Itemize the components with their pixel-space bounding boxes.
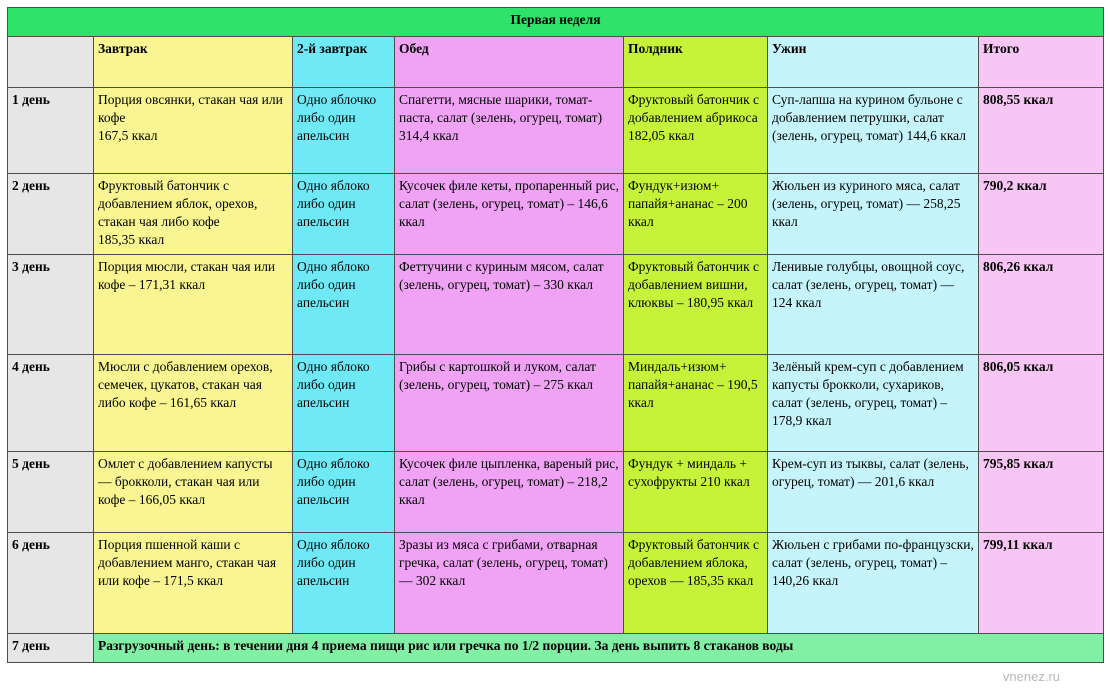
- header-empty: [8, 37, 94, 88]
- header-total: Итого: [979, 37, 1104, 88]
- day-label: 4 день: [8, 355, 94, 452]
- table-row: [8, 255, 1104, 355]
- breakfast-text: Фруктовый батончик с добавлением яблок, орехов, стакан чая либо кофе: [98, 178, 258, 229]
- diet-table: [7, 7, 1104, 663]
- breakfast-cell: Порция мюсли, стакан чая или кофе – 171,31 ккал: [94, 255, 293, 355]
- breakfast-cell: Омлет с добавлением капусты — брокколи, стакан чая или кофе – 166,05 ккал: [94, 452, 293, 533]
- dinner-cell: Жюльен из куриного мяса, салат (зелень, огурец, томат) — 258,25 ккал: [768, 174, 979, 255]
- table-row: [8, 634, 1104, 663]
- lunch-kcal: 314,4 ккал: [399, 128, 459, 143]
- snack-cell: Фундук+изюм+ папайя+ананас – 200 ккал: [624, 174, 768, 255]
- second-breakfast-cell: Одно яблоко либо один апельсин: [293, 533, 395, 634]
- lunch-cell: Кусочек филе кеты, пропаренный рис, салат (зелень, огурец, томат) – 146,6 ккал: [395, 174, 624, 255]
- second-breakfast-cell: Одно яблоко либо один апельсин: [293, 174, 395, 255]
- second-breakfast-cell: Одно яблоко либо один апельсин: [293, 355, 395, 452]
- dinner-cell: Ленивые голубцы, овощной соус, салат (зелень, огурец, томат) — 124 ккал: [768, 255, 979, 355]
- day-label: 2 день: [8, 174, 94, 255]
- second-breakfast-cell: Одно яблоко либо один апельсин: [293, 452, 395, 533]
- table-title: Первая неделя: [8, 8, 1104, 37]
- breakfast-cell: [94, 88, 293, 174]
- day-label: 7 день: [8, 634, 94, 663]
- total-cell: 806,26 ккал: [979, 255, 1104, 355]
- lunch-text: Спагетти, мясные шарики, томат-паста, салат (зелень, огурец, томат): [399, 92, 603, 125]
- table-row: [8, 174, 1104, 255]
- breakfast-kcal: 185,35 ккал: [98, 232, 165, 247]
- table-row: [8, 533, 1104, 634]
- second-breakfast-cell: Одно яблочко либо один апельсин: [293, 88, 395, 174]
- breakfast-kcal: 167,5 ккал: [98, 128, 158, 143]
- second-breakfast-cell: Одно яблоко либо один апельсин: [293, 255, 395, 355]
- breakfast-cell: [94, 174, 293, 255]
- snack-cell: Фундук + миндаль + сухофрукты 210 ккал: [624, 452, 768, 533]
- total-cell: 795,85 ккал: [979, 452, 1104, 533]
- dinner-cell: Суп-лапша на курином бульоне с добавлением петрушки, салат (зелень, огурец, томат) 144,6 ккал: [768, 88, 979, 174]
- total-cell: 806,05 ккал: [979, 355, 1104, 452]
- snack-cell: Фруктовый батончик с добавлением яблока, орехов — 185,35 ккал: [624, 533, 768, 634]
- breakfast-cell: Порция пшенной каши с добавлением манго, стакан чая или кофе – 171,5 ккал: [94, 533, 293, 634]
- snack-text: Фруктовый батончик с добавлением абрикоса: [628, 92, 760, 125]
- header-breakfast: Завтрак: [94, 37, 293, 88]
- table-row: [8, 355, 1104, 452]
- snack-cell: Фруктовый батончик с добавлением вишни, клюквы – 180,95 ккал: [624, 255, 768, 355]
- header-dinner: Ужин: [768, 37, 979, 88]
- snack-kcal: 182,05 ккал: [628, 128, 695, 143]
- lunch-cell: Кусочек филе цыпленка, вареный рис, салат (зелень, огурец, томат) – 218,2 ккал: [395, 452, 624, 533]
- total-cell: 790,2 ккал: [979, 174, 1104, 255]
- snack-cell: Миндаль+изюм+ папайя+ананас – 190,5 ккал: [624, 355, 768, 452]
- header-lunch: Обед: [395, 37, 624, 88]
- day-label: 6 день: [8, 533, 94, 634]
- day-label: 3 день: [8, 255, 94, 355]
- dinner-cell: Крем-суп из тыквы, салат (зелень, огурец, томат) — 201,6 ккал: [768, 452, 979, 533]
- lunch-cell: [395, 88, 624, 174]
- watermark: vnenez.ru: [1002, 669, 1060, 684]
- total-cell: 808,55 ккал: [979, 88, 1104, 174]
- lunch-cell: Зразы из мяса с грибами, отварная гречка, салат (зелень, огурец, томат) — 302 ккал: [395, 533, 624, 634]
- breakfast-cell: Мюсли с добавлением орехов, семечек, цукатов, стакан чая либо кофе – 161,65 ккал: [94, 355, 293, 452]
- table-row: [8, 452, 1104, 533]
- total-cell: 799,11 ккал: [979, 533, 1104, 634]
- day-label: 5 день: [8, 452, 94, 533]
- header-snack: Полдник: [624, 37, 768, 88]
- snack-cell: [624, 88, 768, 174]
- lunch-cell: Грибы с картошкой и луком, салат (зелень, огурец, томат) – 275 ккал: [395, 355, 624, 452]
- dinner-cell: Жюльен с грибами по-французски, салат (зелень, огурец, томат) – 140,26 ккал: [768, 533, 979, 634]
- day-label: 1 день: [8, 88, 94, 174]
- table-row: [8, 88, 1104, 174]
- breakfast-text: Порция овсянки, стакан чая или кофе: [98, 92, 283, 125]
- fasting-day-cell: Разгрузочный день: в течении дня 4 приема пищи рис или гречка по 1/2 порции. За день выпить 8 стаканов воды: [94, 634, 1104, 663]
- dinner-cell: Зелёный крем-суп с добавлением капусты брокколи, сухариков, салат (зелень, огурец, томат) – 178,9 ккал: [768, 355, 979, 452]
- header-second-breakfast: 2-й завтрак: [293, 37, 395, 88]
- lunch-cell: Феттучини с куриным мясом, салат (зелень, огурец, томат) – 330 ккал: [395, 255, 624, 355]
